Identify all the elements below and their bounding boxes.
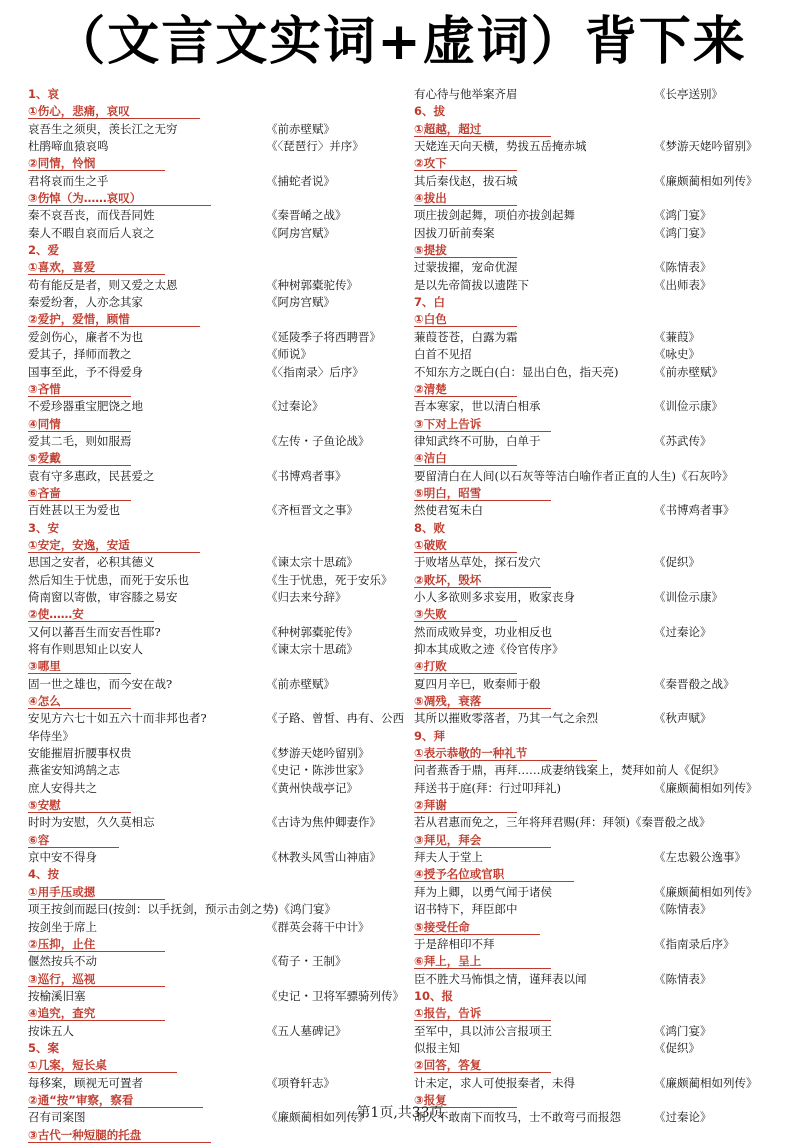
example-text: 思国之安者，必积其德义 (28, 555, 155, 570)
example-text: 其后秦伐赵，拔石城 (414, 173, 518, 188)
sense-label: ③伤悼（为……哀叹） (28, 191, 211, 206)
sense-label: ①安定，安逸，安适 (28, 538, 200, 553)
example-text: 蒹葭苍苍，白露为霜 (414, 329, 518, 344)
example-text: 秦不哀吾丧，而伐吾同姓 (28, 208, 155, 223)
example-text: 律知武终不可胁，白单于 (414, 433, 541, 448)
sense-label: ⑤安慰 (28, 798, 131, 813)
sense-heading (28, 537, 410, 554)
example-line (28, 502, 410, 519)
sense-label: ④洁白 (414, 451, 517, 466)
example-source: 《种树郭橐驼传》 (266, 277, 358, 292)
sense-label: ②攻下 (414, 156, 517, 171)
example-line (414, 138, 780, 155)
sense-label: ②爱护，爱惜，顾惜 (28, 312, 200, 327)
example-text: 京中安不得身 (28, 850, 97, 865)
sense-label: ③拜见，拜会 (414, 833, 551, 848)
example-line (414, 554, 780, 571)
sense-heading (414, 1057, 780, 1074)
sense-label: ①几案，短长桌 (28, 1058, 177, 1073)
sense-heading (28, 381, 410, 398)
sense-heading (414, 693, 780, 710)
sense-heading (414, 832, 780, 849)
sense-label: ③失败 (414, 607, 517, 622)
sense-heading (28, 190, 410, 207)
sense-heading (28, 936, 410, 953)
example-source: 《过秦论》 (654, 1110, 712, 1125)
example-line (28, 433, 410, 450)
example-source: 《前赤壁赋》 (266, 676, 335, 691)
example-text: 至军中，具以沛公言报项王 (414, 1023, 552, 1038)
example-source: 《项脊轩志》 (266, 1075, 335, 1090)
example-text: 然而成败异变，功业相反也 (414, 624, 552, 639)
example-line (414, 364, 780, 381)
example-text: 其所以摧败零落者，乃其一气之余烈 (414, 711, 598, 726)
example-text: 计未定，求人可使报秦者，未得 (414, 1075, 575, 1090)
example-line (28, 780, 410, 797)
sense-label: ①伤心，悲痛，哀叹 (28, 104, 200, 119)
example-source: 《指南录后序》 (654, 936, 735, 951)
sense-label: ②清楚 (414, 382, 517, 397)
example-source: 《书博鸡者事》 (654, 503, 735, 518)
example-line (28, 121, 410, 138)
example-source: 《训俭示康》 (654, 589, 723, 604)
sense-heading (28, 1057, 410, 1074)
entry-heading: 5、案 (28, 1040, 60, 1055)
example-line (28, 710, 410, 727)
example-source: 《前赤壁赋》 (654, 364, 723, 379)
sense-heading (28, 1005, 410, 1022)
example-source: 《林教头风雪山神庙》 (266, 850, 381, 865)
example-text: 不爱珍器重宝肥饶之地 (28, 399, 143, 414)
example-line (414, 884, 780, 901)
example-source: 《〈琵琶行〉并序》 (266, 139, 364, 154)
example-text: 似报主知 (414, 1040, 460, 1055)
example-source: 《蒹葭》 (654, 329, 700, 344)
example-source: 《齐桓晋文之事》 (266, 503, 358, 518)
left-column (28, 86, 410, 1144)
example-line (28, 762, 410, 779)
example-source: 《捕蛇者说》 (266, 173, 335, 188)
example-text: 哀吾生之须臾，羡长江之无穷 (28, 121, 178, 136)
sense-label: ②使……安 (28, 607, 154, 622)
example-text: 杜鹃啼血猿哀鸣 (28, 139, 109, 154)
example-line (414, 676, 780, 693)
sense-heading (28, 485, 410, 502)
example-text: 倚南窗以寄傲，审容膝之易安 (28, 589, 178, 604)
sense-heading (414, 190, 780, 207)
example-line (28, 849, 410, 866)
sense-label: ⑥拜上，呈上 (414, 954, 551, 969)
example-line (28, 572, 410, 589)
example-line (414, 641, 780, 658)
sense-heading (414, 450, 780, 467)
entry-heading: 9、拜 (414, 728, 446, 743)
example-source: 《古诗为焦仲卿妻作》 (266, 815, 381, 830)
sense-heading (414, 866, 780, 883)
example-text: 于是辞相印不拜 (414, 936, 495, 951)
example-source: 《陈情表》 (654, 902, 712, 917)
example-text: 庶人安得共之 (28, 780, 97, 795)
example-source: 《史记・陈涉世家》 (266, 763, 370, 778)
example-source: 《荀子・王制》 (266, 954, 347, 969)
example-source: 《左传・子鱼论战》 (266, 433, 370, 448)
example-line (414, 468, 780, 485)
example-line (28, 329, 410, 346)
sense-label: ②通“按”审察，察看 (28, 1093, 203, 1108)
example-source: 《促织》 (654, 1040, 700, 1055)
example-text: 诏书特下，拜臣郎中 (414, 902, 518, 917)
sense-heading (414, 606, 780, 623)
example-line (414, 259, 780, 276)
sense-label: ①报告，告诉 (414, 1006, 551, 1021)
example-text: 拜为上卿，以勇气闻于诸侯 (414, 884, 552, 899)
example-text: 然后知生于忧患，而死于安乐也 (28, 572, 189, 587)
sense-label: ⑥容 (28, 833, 119, 848)
example-text: 若从君惠而免之，三年将拜君赐(拜：拜领)《秦晋殽之战》 (414, 815, 711, 830)
example-text: 小人多欲则多求妄用，败家丧身 (414, 589, 575, 604)
example-text: 夏四月辛巳，败秦师于殽 (414, 676, 541, 691)
example-source: 《陈情表》 (654, 971, 712, 986)
example-line (414, 346, 780, 363)
example-text: 白首不见招 (414, 347, 472, 362)
example-text: 天姥连天向天横，势拔五岳掩赤城 (414, 139, 587, 154)
sense-label: ⑥吝啬 (28, 486, 131, 501)
sense-heading (414, 155, 780, 172)
example-source: 《苏武传》 (654, 433, 712, 448)
entry-heading: 2、爱 (28, 243, 60, 258)
example-text: 按诛五人 (28, 1023, 74, 1038)
entry-heading: 3、安 (28, 520, 60, 535)
sense-heading (28, 311, 410, 328)
example-source: 《廉颇蔺相如列传》 (654, 173, 758, 188)
example-text: 然使君冤未白 (414, 503, 483, 518)
example-source: 《梦游天姥吟留别》 (654, 139, 758, 154)
example-text: 项王按剑而跽曰(按剑：以手抚剑，预示击剑之势)《鸿门宴》 (28, 902, 336, 917)
sense-heading (28, 416, 410, 433)
example-text: 臣不胜犬马怖惧之情，谨拜表以闻 (414, 971, 587, 986)
example-text: 拜夫人于堂上 (414, 850, 483, 865)
example-text: 召有司案图 (28, 1110, 86, 1125)
example-text: 安能摧眉折腰事权贵 (28, 746, 132, 761)
sense-label: ②压抑，止住 (28, 937, 165, 952)
sense-heading (414, 381, 780, 398)
sense-heading (414, 797, 780, 814)
sense-heading (28, 693, 410, 710)
example-text: 是以先帝简拔以遗陛下 (414, 277, 529, 292)
example-line (28, 745, 410, 762)
sense-heading (414, 242, 780, 259)
example-source: 《廉颇蔺相如列传》 (654, 1075, 758, 1090)
sense-heading (414, 953, 780, 970)
example-source: 《梦游天姥吟留别》 (266, 746, 370, 761)
example-line (414, 780, 780, 797)
example-line (28, 207, 410, 224)
example-source: 《阿房宫赋》 (266, 295, 335, 310)
example-line (414, 225, 780, 242)
entry-heading: 6、拔 (414, 104, 446, 119)
example-text: 每移案，顾视无可置者 (28, 1075, 143, 1090)
example-line (414, 277, 780, 294)
example-line (28, 138, 410, 155)
example-text: 固一世之雄也，而今安在哉? (28, 676, 173, 691)
example-line (414, 971, 780, 988)
example-line (28, 953, 410, 970)
example-line (414, 762, 780, 779)
sense-label: ③吝惜 (28, 382, 131, 397)
sense-label: ③下对上告诉 (414, 417, 551, 432)
sense-label: ③古代一种短腿的托盘 (28, 1128, 211, 1143)
example-text: 华侍坐》 (28, 728, 74, 743)
example-source: 《廉颇蔺相如列传》 (266, 1110, 370, 1125)
sense-label: ③哪里 (28, 659, 131, 674)
page-footer: 第1页,共33页 (356, 1105, 444, 1121)
example-line (414, 329, 780, 346)
sense-label: ⑤爱戴 (28, 451, 131, 466)
sense-label: ③报复 (414, 1093, 517, 1108)
example-text: 过蒙拔擢，宠命优渥 (414, 260, 518, 275)
example-line (414, 814, 780, 831)
example-text: 苟有能反是者，则又爱之太恩 (28, 277, 178, 292)
example-line (28, 919, 410, 936)
sense-label: ①破败 (414, 538, 517, 553)
sense-heading (414, 1005, 780, 1022)
example-source: 《秦晋殽之战》 (654, 676, 735, 691)
entry-heading: 4、按 (28, 867, 60, 882)
example-source: 《促织》 (654, 555, 700, 570)
example-text: 爱其二毛，则如服焉 (28, 433, 132, 448)
example-text: 君将哀而生之乎 (28, 173, 109, 188)
example-line (28, 364, 410, 381)
sense-heading (28, 606, 410, 623)
example-line (28, 814, 410, 831)
example-line (414, 936, 780, 953)
example-source: 《过秦论》 (654, 624, 712, 639)
example-line (28, 277, 410, 294)
example-text: 按榆溪旧塞 (28, 988, 86, 1003)
example-text: 将有作则思知止以安人 (28, 642, 143, 656)
sense-label: ⑤凋残，衰落 (414, 694, 551, 709)
sense-label: ④授予名位或官职 (414, 867, 574, 882)
sense-label: ①喜欢，喜爱 (28, 260, 165, 275)
sense-label: ④拔出 (414, 191, 517, 206)
example-source: 《史记・卫将军骠骑列传》 (266, 988, 404, 1003)
example-source: 《五人墓碑记》 (266, 1023, 347, 1038)
sense-label: ⑤明白，昭雪 (414, 486, 551, 501)
example-line (28, 173, 410, 190)
example-line (414, 173, 780, 190)
example-text: 燕雀安知鸿鹄之志 (28, 763, 120, 778)
sense-heading (28, 450, 410, 467)
example-line (414, 1075, 780, 1092)
example-line (414, 502, 780, 519)
sense-heading (28, 658, 410, 675)
example-line (28, 398, 410, 415)
example-source: 《廉颇蔺相如列传》 (654, 780, 758, 795)
entry-heading: 1、哀 (28, 87, 60, 101)
example-source: 《种树郭橐驼传》 (266, 624, 358, 639)
example-source: 《过秦论》 (266, 399, 324, 414)
example-line (414, 86, 780, 103)
example-line (28, 554, 410, 571)
example-source: 《训俭示康》 (654, 399, 723, 414)
sense-heading (414, 311, 780, 328)
example-text: 秦人不暇自哀而后人哀之 (28, 225, 155, 240)
example-source: 《子路、曾皙、冉有、公西 (266, 711, 404, 726)
sense-label: ①超越，超过 (414, 122, 551, 137)
sense-heading (28, 971, 410, 988)
example-line (414, 207, 780, 224)
example-line (28, 589, 410, 606)
entry-heading: 8、败 (414, 520, 446, 535)
example-line (28, 1023, 410, 1040)
example-line (28, 1075, 410, 1092)
example-line (28, 728, 410, 745)
example-source: 《谏太宗十思疏》 (266, 555, 358, 570)
example-line (28, 346, 410, 363)
example-text: 不知东方之既白(白：显出白色，指天亮) (414, 364, 619, 379)
example-source: 《阿房宫赋》 (266, 225, 335, 240)
entry-heading: 7、白 (414, 295, 446, 310)
sense-heading (414, 537, 780, 554)
sense-label: ④同情 (28, 417, 131, 432)
sense-heading (28, 832, 410, 849)
sense-heading (414, 485, 780, 502)
example-text: 爱其子，择师而教之 (28, 347, 132, 362)
example-source: 《陈情表》 (654, 260, 712, 275)
example-text: 吾本寒家，世以清白相承 (414, 399, 541, 414)
example-line (28, 225, 410, 242)
sense-heading (414, 658, 780, 675)
example-text: 抑本其成败之迹《伶官传序》 (414, 642, 564, 656)
sense-heading (28, 155, 410, 172)
sense-label: ①表示恭敬的一种礼节 (414, 746, 597, 761)
sense-label: ②同情，怜悯 (28, 156, 165, 171)
example-text: 要留清白在人间(以石灰等等洁白喻作者正直的人生)《石灰吟》 (414, 468, 734, 483)
sense-heading (414, 572, 780, 589)
example-line (28, 294, 410, 311)
example-line (414, 1040, 780, 1057)
example-text: 时时为安慰，久久莫相忘 (28, 815, 155, 830)
page-title: （文言文实词+虚词）背下来 (53, 12, 747, 72)
example-line (414, 398, 780, 415)
example-source: 《书博鸡者事》 (266, 468, 347, 483)
example-text: 秦爱纷奢，人亦念其家 (28, 295, 143, 310)
example-source: 《归去来兮辞》 (266, 589, 347, 604)
example-text: 问者燕香于鼎，再拜……成妻纳钱案上，焚拜如前人《促织》 (414, 763, 725, 778)
example-source: 《黄州快哉亭记》 (266, 780, 358, 795)
example-source: 《师说》 (266, 347, 312, 362)
example-line (28, 676, 410, 693)
example-line (414, 624, 780, 641)
example-text: 安见方六七十如五六十而非邦也者? (28, 711, 207, 726)
sense-label: ④打败 (414, 659, 517, 674)
sense-label: ②败坏，毁坏 (414, 573, 551, 588)
sense-heading (28, 259, 410, 276)
example-text: 百姓甚以王为爱也 (28, 503, 120, 518)
example-source: 《生于忧患，死于安乐》 (266, 572, 393, 587)
example-source: 《鸿门宴》 (654, 1023, 712, 1038)
sense-label: ④追究，查究 (28, 1006, 165, 1021)
example-line (28, 988, 410, 1005)
example-line (414, 849, 780, 866)
example-line (28, 901, 410, 918)
sense-heading (414, 745, 780, 762)
example-source: 《左忠毅公逸事》 (654, 850, 746, 865)
example-source: 《谏太宗十思疏》 (266, 642, 358, 656)
sense-heading (28, 884, 410, 901)
example-source: 《前赤壁赋》 (266, 121, 335, 136)
example-text: 偃然按兵不动 (28, 954, 97, 969)
example-line (414, 901, 780, 918)
example-source: 《延陵季子将西聘晋》 (266, 329, 381, 344)
sense-heading (414, 919, 780, 936)
example-text: 袁有守多惠政，民甚爱之 (28, 468, 155, 483)
sense-label: ①白色 (414, 312, 517, 327)
sense-label: ②拜谢 (414, 798, 517, 813)
example-line (28, 624, 410, 641)
example-line (414, 433, 780, 450)
example-source: 《群英会蒋干中计》 (266, 919, 370, 934)
example-text: 因拔刀斫前奏案 (414, 225, 495, 240)
example-line (414, 710, 780, 727)
sense-heading (28, 797, 410, 814)
sense-heading (414, 416, 780, 433)
sense-label: ⑤接受任命 (414, 920, 540, 935)
sense-label: ①用手压或摁 (28, 885, 165, 900)
example-text: 有心待与他举案齐眉 (414, 87, 518, 101)
sense-label: ②回答，答复 (414, 1058, 551, 1073)
sense-heading (28, 103, 410, 120)
example-text: 项庄拔剑起舞，项伯亦拔剑起舞 (414, 208, 575, 223)
example-line (28, 641, 410, 658)
example-source: 《鸿门宴》 (654, 225, 712, 240)
sense-heading (28, 1127, 410, 1144)
example-source: 《〈指南录〉后序》 (266, 364, 364, 379)
example-line (28, 468, 410, 485)
example-text: 于败堵丛草处，探石发穴 (414, 555, 541, 570)
example-source: 《咏史》 (654, 347, 700, 362)
sense-label: ④怎么 (28, 694, 131, 709)
example-source: 《廉颇蔺相如列传》 (654, 884, 758, 899)
sense-label: ⑤提拔 (414, 243, 517, 258)
example-text: 胡人不敢南下而牧马，士不敢弯弓而报怨 (414, 1110, 621, 1125)
right-column (414, 86, 780, 1127)
example-source: 《长亭送别》 (654, 87, 723, 101)
example-source: 《秦晋崤之战》 (266, 208, 347, 223)
example-source: 《鸿门宴》 (654, 208, 712, 223)
example-text: 拜送书于庭(拜：行过叩拜礼) (414, 780, 561, 795)
example-text: 又何以蕃吾生而安吾性耶? (28, 624, 161, 639)
example-line (414, 589, 780, 606)
example-text: 爱剑伤心，廉者不为也 (28, 329, 143, 344)
example-text: 国事至此，予不得爱身 (28, 364, 143, 379)
example-line (414, 1023, 780, 1040)
example-source: 《秋声赋》 (654, 711, 712, 726)
example-text: 按剑坐于席上 (28, 919, 97, 934)
entry-heading: 10、报 (414, 988, 454, 1003)
sense-heading (414, 121, 780, 138)
example-source: 《出师表》 (654, 277, 712, 292)
sense-label: ③巡行，巡视 (28, 972, 165, 987)
